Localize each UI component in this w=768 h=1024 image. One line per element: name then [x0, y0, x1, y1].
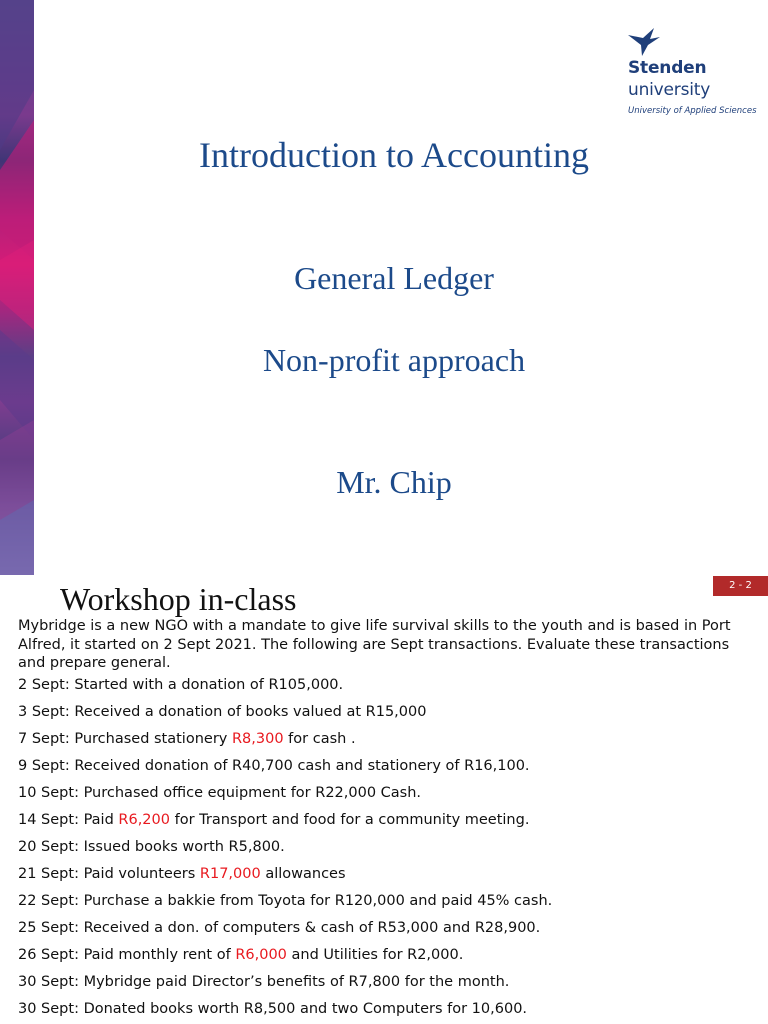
slide-subtitle-ledger: General Ledger [294, 260, 494, 296]
transaction-item [18, 892, 763, 919]
transaction-text-tail: for cash . [283, 731, 356, 747]
transaction-item [18, 946, 763, 973]
transaction-amount-highlight: R17,000 [199, 866, 261, 882]
transaction-item [18, 919, 763, 946]
transaction-text: 22 Sept: Purchase a bakkie from Toyota for R120,000 and paid 45% cash. [18, 893, 553, 909]
transaction-item [18, 973, 763, 1000]
transaction-item [18, 730, 763, 757]
transaction-text: 30 Sept: Donated books worth R8,500 and two Computers for 10,600. [18, 1001, 528, 1017]
transaction-text: 9 Sept: Received donation of R40,700 cash and stationery of R16,100. [18, 758, 530, 774]
transaction-item [18, 703, 763, 730]
transaction-item [18, 838, 763, 865]
slide-subtitle-approach: Non-profit approach [262, 342, 526, 378]
transaction-text-tail: and Utilities for R2,000. [286, 947, 464, 963]
slide-number-badge: 2 - 2 [713, 576, 768, 596]
decorative-shapes [0, 0, 34, 575]
transaction-text: 10 Sept: Purchased office equipment for R22,000 Cash. [18, 785, 422, 801]
transaction-text: 7 Sept: Purchased stationery [18, 731, 232, 747]
transaction-item [18, 1000, 763, 1024]
workshop-intro: Mybridge is a new NGO with a mandate to give life survival skills to the youth and is based in Port Alfred, it started on 2 Sept 2021. The following are Sept transactions. Evaluate these transactions and prepare general. [18, 618, 731, 671]
transaction-text-tail: for Transport and food for a community meeting. [169, 812, 530, 828]
transaction-amount-highlight: R6,000 [235, 947, 287, 963]
transaction-amount-highlight: R6,200 [118, 812, 170, 828]
transaction-text: 2 Sept: Started with a donation of R105,000. [18, 677, 344, 693]
transaction-list [18, 676, 763, 1024]
logo-subname: university [628, 80, 711, 100]
transaction-text: 21 Sept: Paid volunteers [18, 866, 200, 882]
swallow-bird-icon [626, 26, 662, 58]
transaction-text-tail: allowances [260, 866, 346, 882]
transaction-text: 20 Sept: Issued books worth R5,800. [18, 839, 285, 855]
transaction-text: 26 Sept: Paid monthly rent of [18, 947, 236, 963]
presenter-name: Mr. Chip [336, 464, 452, 500]
workshop-title: Workshop in-class [60, 581, 297, 617]
transaction-item [18, 784, 763, 811]
slide-title: Introduction to Accounting [199, 135, 589, 175]
transaction-text: 30 Sept: Mybridge paid Director’s benefits of R7,800 for the month. [18, 974, 510, 990]
decorative-gradient-band [0, 0, 34, 575]
transaction-item [18, 676, 763, 703]
transaction-amount-highlight: R8,300 [231, 731, 284, 747]
stenden-logo [626, 26, 761, 126]
transaction-item [18, 811, 763, 838]
transaction-item [18, 865, 763, 892]
transaction-item [18, 757, 763, 784]
logo-tagline: University of Applied Sciences [628, 106, 757, 116]
transaction-text: 3 Sept: Received a donation of books valued at R15,000 [18, 704, 427, 720]
transaction-text: 14 Sept: Paid [18, 812, 119, 828]
transaction-text: 25 Sept: Received a don. of computers & cash of R53,000 and R28,900. [18, 920, 541, 936]
workshop-slide [0, 575, 768, 1024]
logo-name: Stenden [628, 58, 707, 78]
